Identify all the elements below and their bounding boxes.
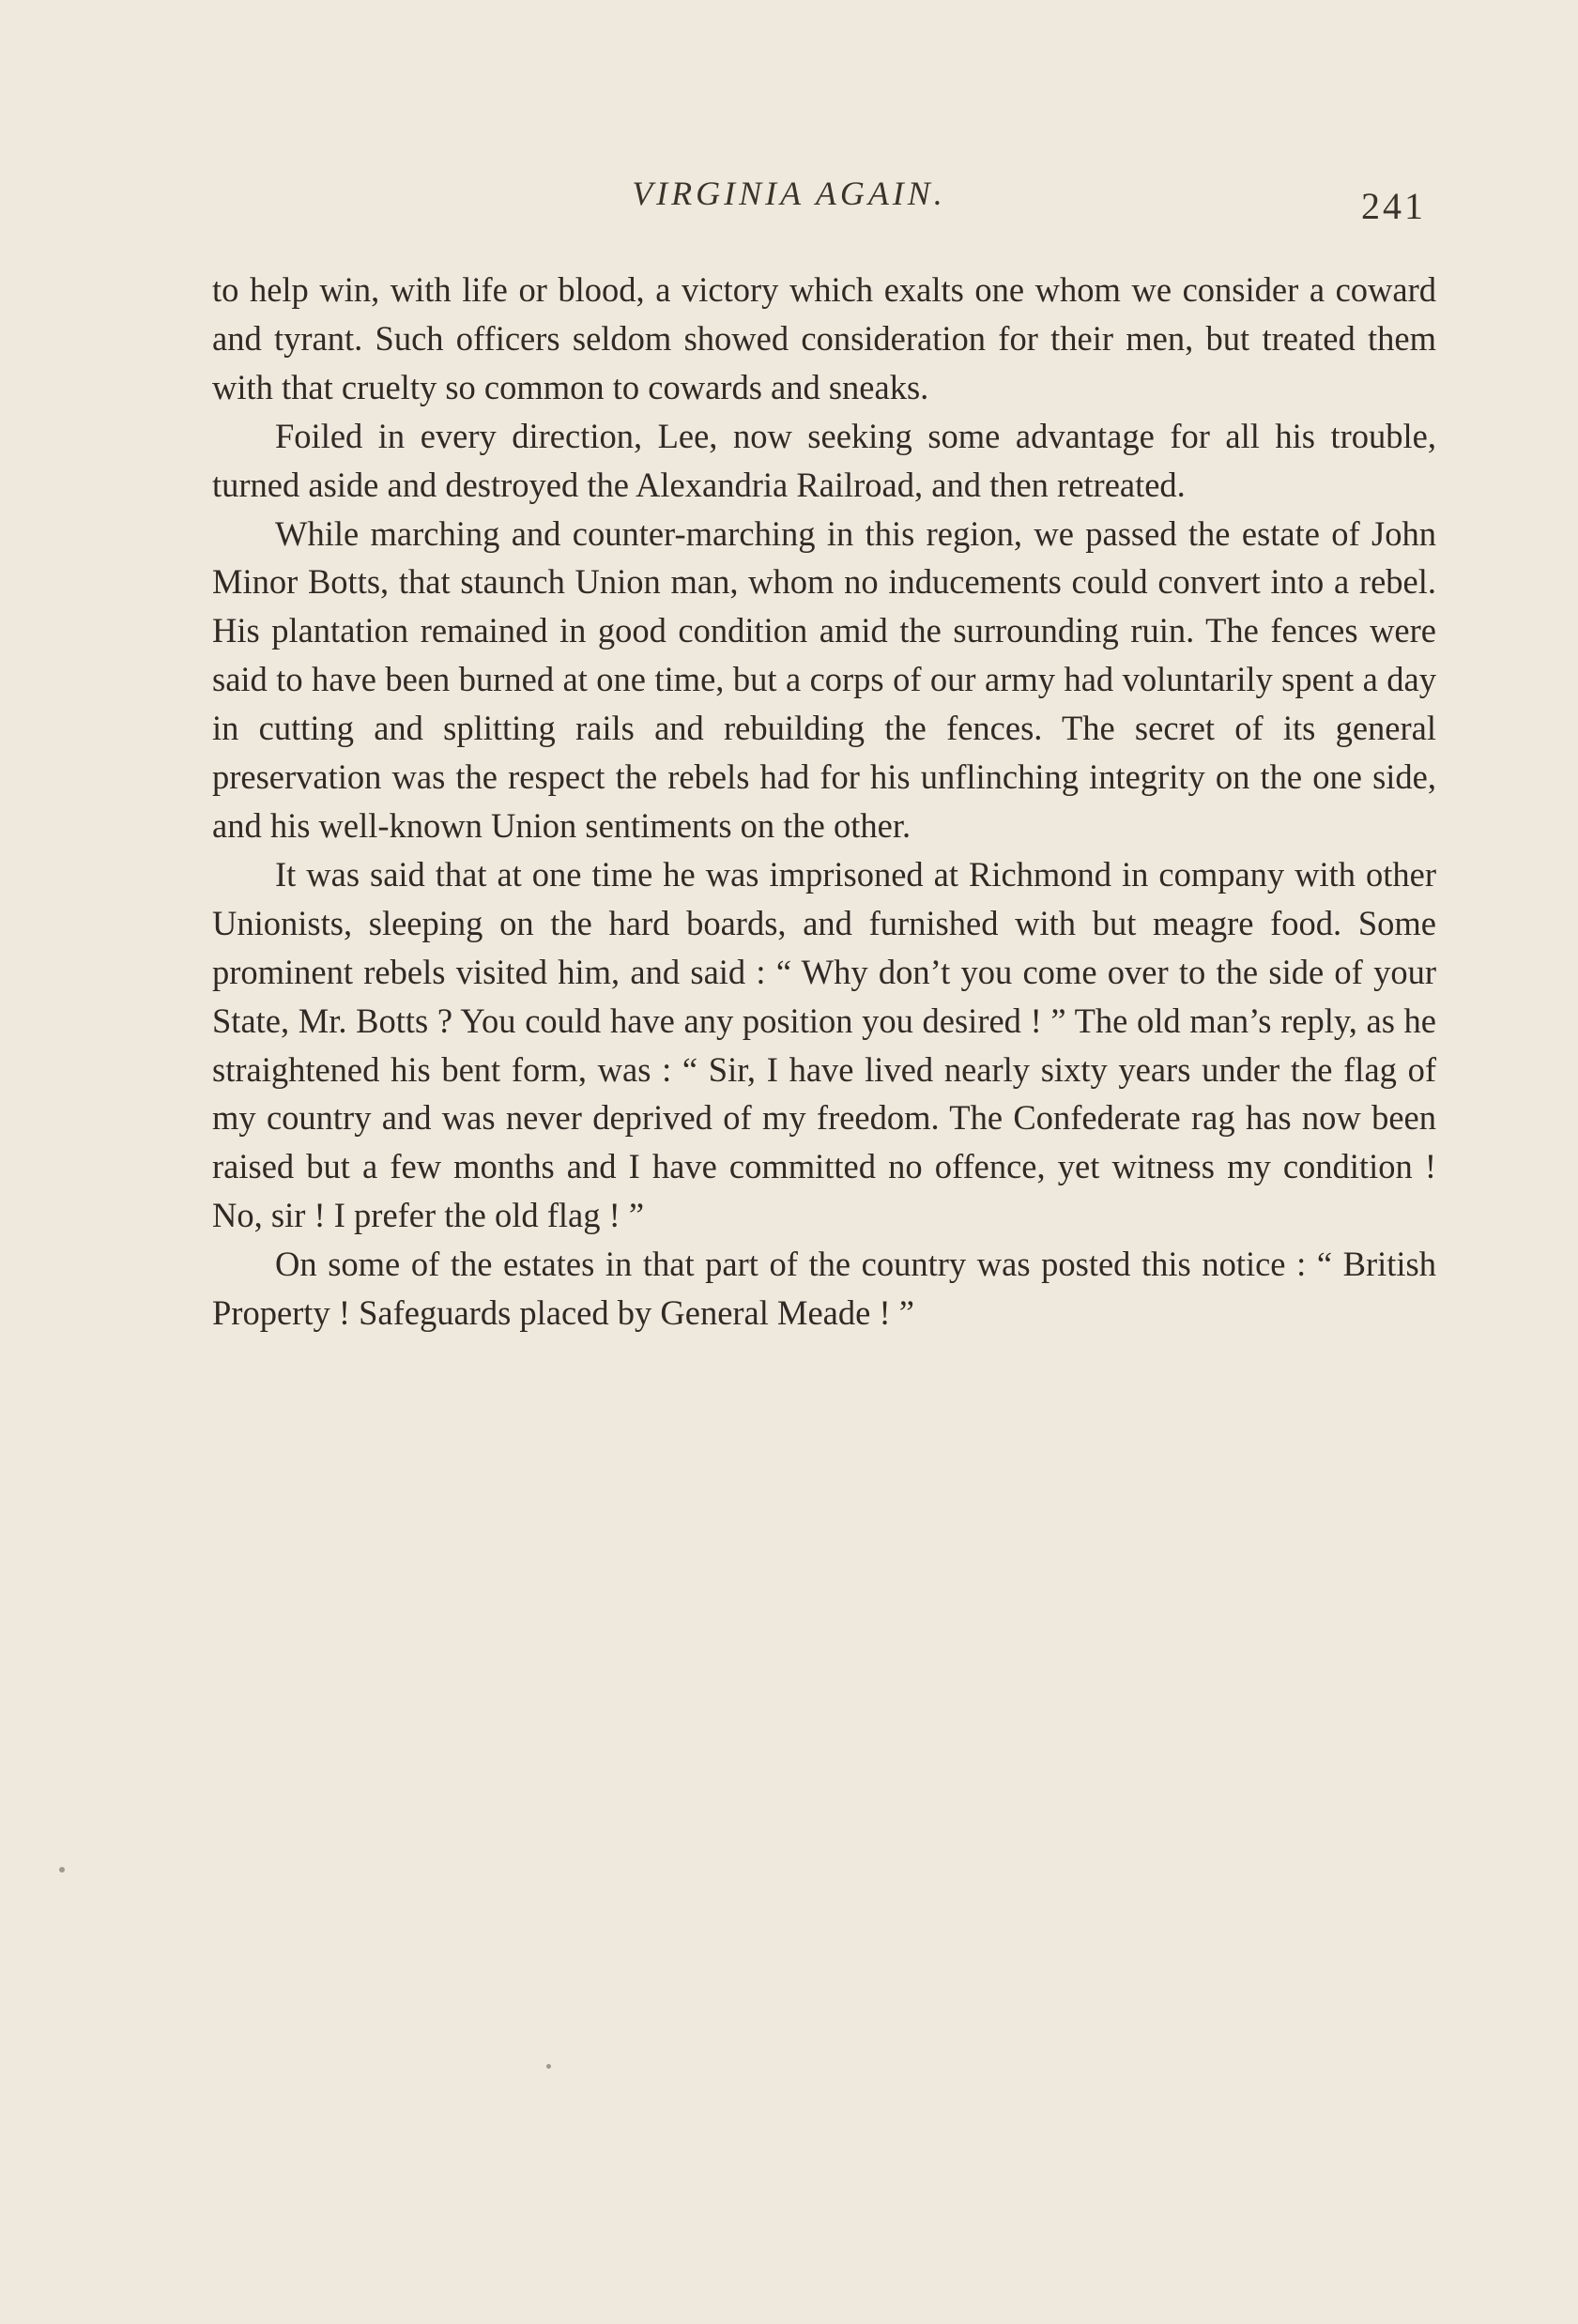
page-number: 241 <box>1361 185 1426 227</box>
paragraph: It was said that at one time he was imprisoned at Richmond in company with other Unionists, sleeping on the hard boards, and furnished with but meagre food. Some prominent rebels visited him, and said : “ Why don’t you come over to the side of your State, Mr. Botts ? You could have any position you desired ! ” The old man’s reply, as he straightened his bent form, was : “ Sir, I have lived nearly sixty years under the flag of my country and was never deprived of my freedom. The Confederate rag has now been raised but a few months and I have committed no offence, yet witness my condition ! No, sir ! I prefer the old flag ! ” <box>212 854 1436 1235</box>
paragraph: to help win, with life or blood, a victory which exalts one whom we consider a coward and tyrant. Such officers seldom showed consideration for their men, but treated them with that cruelty so common to cowards and sneaks. <box>212 270 1436 406</box>
paper-speck <box>546 2064 551 2069</box>
paper-speck <box>59 1867 65 1873</box>
paragraph: Foiled in every direction, Lee, now seeking some advantage for all his trouble, turned aside and destroyed the Alexandria Railroad, and then retreated. <box>212 416 1436 504</box>
running-head: VIRGINIA AGAIN. <box>632 175 946 212</box>
body-text <box>212 266 1436 1338</box>
paragraph: While marching and counter-marching in this region, we passed the estate of John Minor Botts, that staunch Union man, whom no inducements could convert into a rebel. His plantation remained in good condition amid the surrounding ruin. The fences were said to have been burned at one time, but a corps of our army had voluntarily spent a day in cutting and splitting rails and rebuilding the fences. The secret of its general preservation was the respect the rebels had for his unflinching integrity on the one side, and his well-known Union sentiments on the other. <box>212 513 1436 845</box>
paragraph: On some of the estates in that part of the country was posted this notice : “ British Property ! Safeguards placed by General Meade ! ” <box>212 1245 1436 1333</box>
